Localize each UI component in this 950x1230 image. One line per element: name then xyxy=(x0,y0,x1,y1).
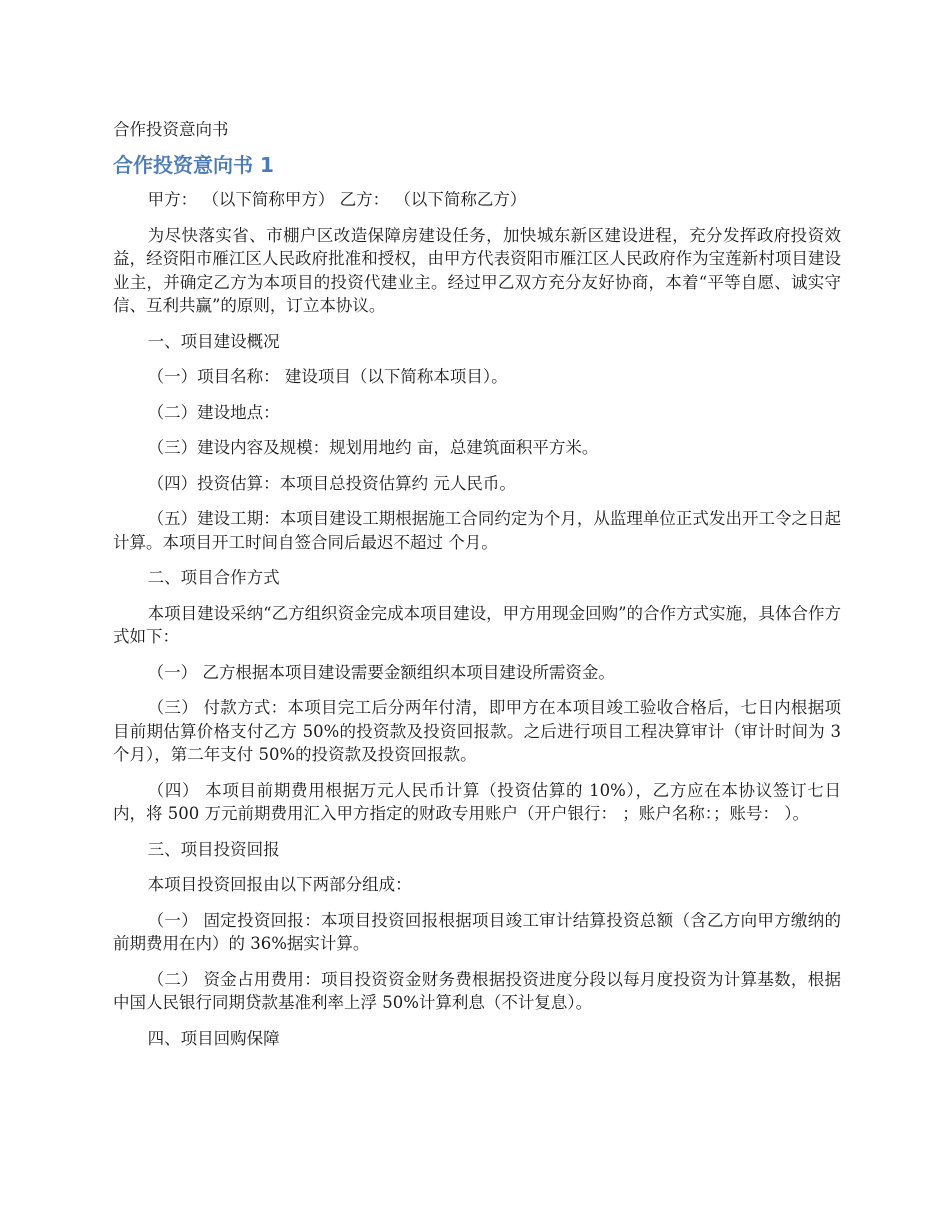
clause-scope: （三）建设内容及规模：规划用地约 亩，总建筑面积平方米。 xyxy=(147,438,599,457)
section-3-title: 三、项目投资回报 xyxy=(147,839,280,859)
section-1-title: 一、项目建设概况 xyxy=(147,331,280,351)
section-2-title: 二、项目合作方式 xyxy=(147,568,280,587)
clause-payment: （三） 付款方式：本项目完工后分两年付清，即甲方在本项目竣工验收合格后，七日内根据项目前期估算价格支付乙方 50%的投资款及投资回报款。之后进行项目工程决算审计（审计时间为 3 个月），第二年支付 50%的投资款及投资回报款。 xyxy=(113,698,841,764)
returns-intro: 本项目投资回报由以下两部分组成： xyxy=(147,875,412,894)
clause-construction-period: （五）建设工期：本项目建设工期根据施工合同约定为个月，从监理单位正式发出开工令之日起计算。本项目开工时间自签合同后最迟不超过 个月。 xyxy=(113,509,841,552)
clause-preliminary-fees: （四） 本项目前期费用根据万元人民币计算（投资估算的 10%），乙方应在本协议签订七日内，将 500 万元前期费用汇入甲方指定的财政专用账户（开户银行： ；账户名称：；账号： ）。 xyxy=(113,780,841,823)
document-page xyxy=(113,118,841,1062)
section-4-title: 四、项目回购保障 xyxy=(147,1028,280,1048)
cooperation-intro: 本项目建设采纳“乙方组织资金完成本项目建设，甲方用现金回购”的合作方式实施，具体合作方式如下： xyxy=(113,603,842,646)
clause-location: （二）建设地点： xyxy=(147,402,280,422)
parties-line: 甲方： （以下简称甲方） 乙方： （以下简称乙方） xyxy=(147,190,527,209)
clause-fixed-return: （一） 固定投资回报：本项目投资回报根据项目竣工审计结算投资总额（含乙方向甲方缴纳的前期费用在内）的 36%据实计算。 xyxy=(113,910,841,953)
preamble-paragraph: 为尽快落实省、市棚户区改造保障房建设任务，加快城东新区建设进程，充分发挥政府投资效益，经资阳市雁江区人民政府批准和授权，由甲方代表资阳市雁江区人民政府作为宝莲新村项目建设业主，并确定乙方为本项目的投资代建业主。经过甲乙双方充分友好协商，本着“平等自愿、诚实守信、互利共赢”的原则，订立本协议。 xyxy=(113,225,841,315)
document-title: 合作投资意向书 xyxy=(113,120,229,139)
clause-funding: （一） 乙方根据本项目建设需要金额组织本项目建设所需资金。 xyxy=(147,662,615,682)
section-heading: 合作投资意向书 1 xyxy=(113,153,274,177)
clause-investment-estimate: （四）投资估算：本项目总投资估算约 元人民币。 xyxy=(147,473,516,493)
clause-capital-cost: （二） 资金占用费用：项目投资资金财务费根据投资进度分段以每月度投资为计算基数，根据中国人民银行同期贷款基准利率上浮 50%计算利息（不计复息）。 xyxy=(113,969,841,1012)
clause-project-name: （一）项目名称： 建设项目（以下简称本项目）。 xyxy=(147,367,508,386)
